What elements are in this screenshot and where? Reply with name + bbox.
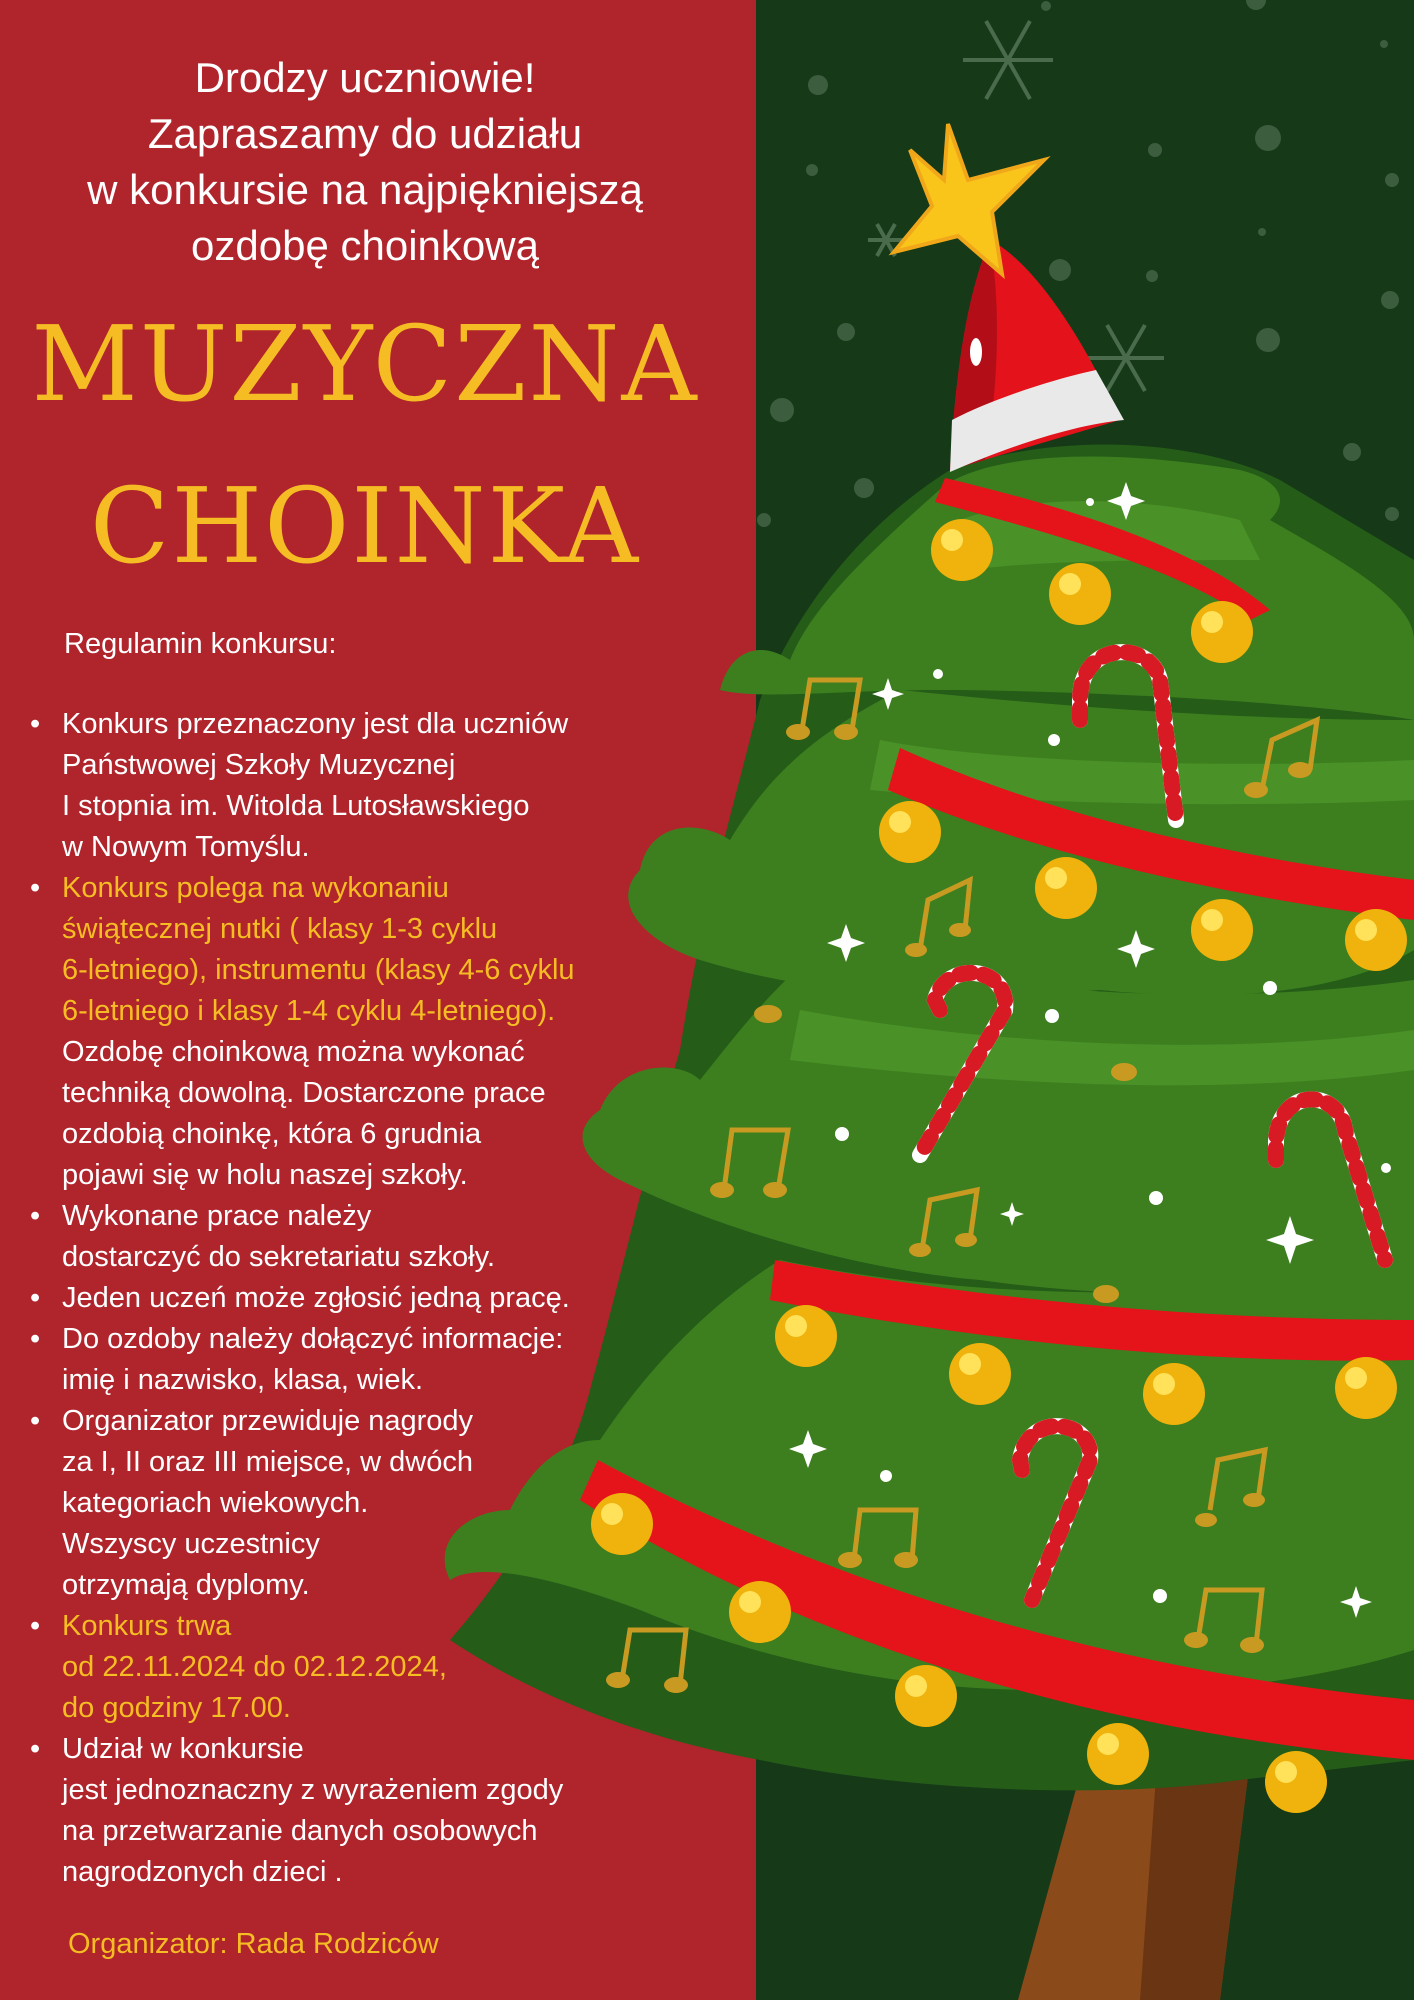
rule-item <box>62 1278 702 1319</box>
rule-item <box>62 704 702 868</box>
rule-line: na przetwarzanie danych osobowych <box>62 1815 538 1847</box>
rule-line: • Organizator przewiduje nagrody <box>62 1405 474 1437</box>
rule-line: dostarczyć do sekretariatu szkoły. <box>62 1241 496 1273</box>
rule-line-highlight: 6-letniego), instrumentu (klasy 4-6 cyklu <box>62 954 575 986</box>
rules-list <box>62 704 702 1893</box>
rule-item <box>62 1319 702 1401</box>
rule-item <box>62 1606 702 1729</box>
rule-line-highlight: 6-letniego i klasy 1-4 cyklu 4-letniego). <box>62 995 556 1027</box>
rule-line: Wszyscy uczestnicy <box>62 1528 320 1560</box>
rule-line: jest jednoznaczny z wyrażeniem zgody <box>62 1774 564 1806</box>
rule-line: • Do ozdoby należy dołączyć informacje: <box>62 1323 564 1355</box>
intro-line: w konkursie na najpiękniejszą <box>87 166 643 213</box>
intro-line: Zapraszamy do udziału <box>147 110 583 157</box>
title-line-1: MUZYCZNA <box>31 303 699 425</box>
intro-text <box>20 50 710 274</box>
rule-line: • Wykonane prace należy <box>62 1200 372 1232</box>
rule-line: ozdobią choinkę, która 6 grudnia <box>62 1118 482 1150</box>
rule-item <box>62 1729 702 1893</box>
rule-line: nagrodzonych dzieci . <box>62 1856 343 1888</box>
rule-line: • Jeden uczeń może zgłosić jedną pracę. <box>62 1282 570 1314</box>
rule-line: techniką dowolną. Dostarczone prace <box>62 1077 546 1109</box>
rule-line-highlight: świątecznej nutki ( klasy 1-3 cyklu <box>62 913 498 945</box>
rule-line: za I, II oraz III miejsce, w dwóch <box>62 1446 473 1478</box>
rule-line: • Konkurs przeznaczony jest dla uczniów <box>62 708 569 740</box>
rule-line: Ozdobę choinkową można wykonać <box>62 1036 525 1068</box>
intro-line: ozdobę choinkową <box>191 222 539 269</box>
intro-line: Drodzy uczniowie! <box>194 54 536 101</box>
rule-line: • Udział w konkursie <box>62 1733 304 1765</box>
rule-item <box>62 1401 702 1606</box>
rule-line: Państwowej Szkoły Muzycznej <box>62 749 456 781</box>
title-line-2: CHOINKA <box>89 465 641 587</box>
rule-line: kategoriach wiekowych. <box>62 1487 369 1519</box>
rule-item <box>62 868 702 1196</box>
rule-line: w Nowym Tomyślu. <box>62 831 310 863</box>
rule-line: imię i nazwisko, klasa, wiek. <box>62 1364 423 1396</box>
rule-item <box>62 1196 702 1278</box>
rule-line: otrzymają dyplomy. <box>62 1569 310 1601</box>
star-icon <box>894 124 1044 274</box>
rule-line-highlight: • Konkurs polega na wykonaniu <box>62 872 449 904</box>
organizer-text: Organizator: Rada Rodziców <box>68 1928 439 1960</box>
rule-line-highlight: do godziny 17.00. <box>62 1692 291 1724</box>
rules-heading: Regulamin konkursu: <box>64 628 337 660</box>
rule-line-highlight: • Konkurs trwa <box>62 1610 232 1642</box>
rule-line: pojawi się w holu naszej szkoły. <box>62 1159 468 1191</box>
rule-line-highlight: od 22.11.2024 do 02.12.2024, <box>62 1651 447 1683</box>
rule-line: I stopnia im. Witolda Lutosławskiego <box>62 790 530 822</box>
